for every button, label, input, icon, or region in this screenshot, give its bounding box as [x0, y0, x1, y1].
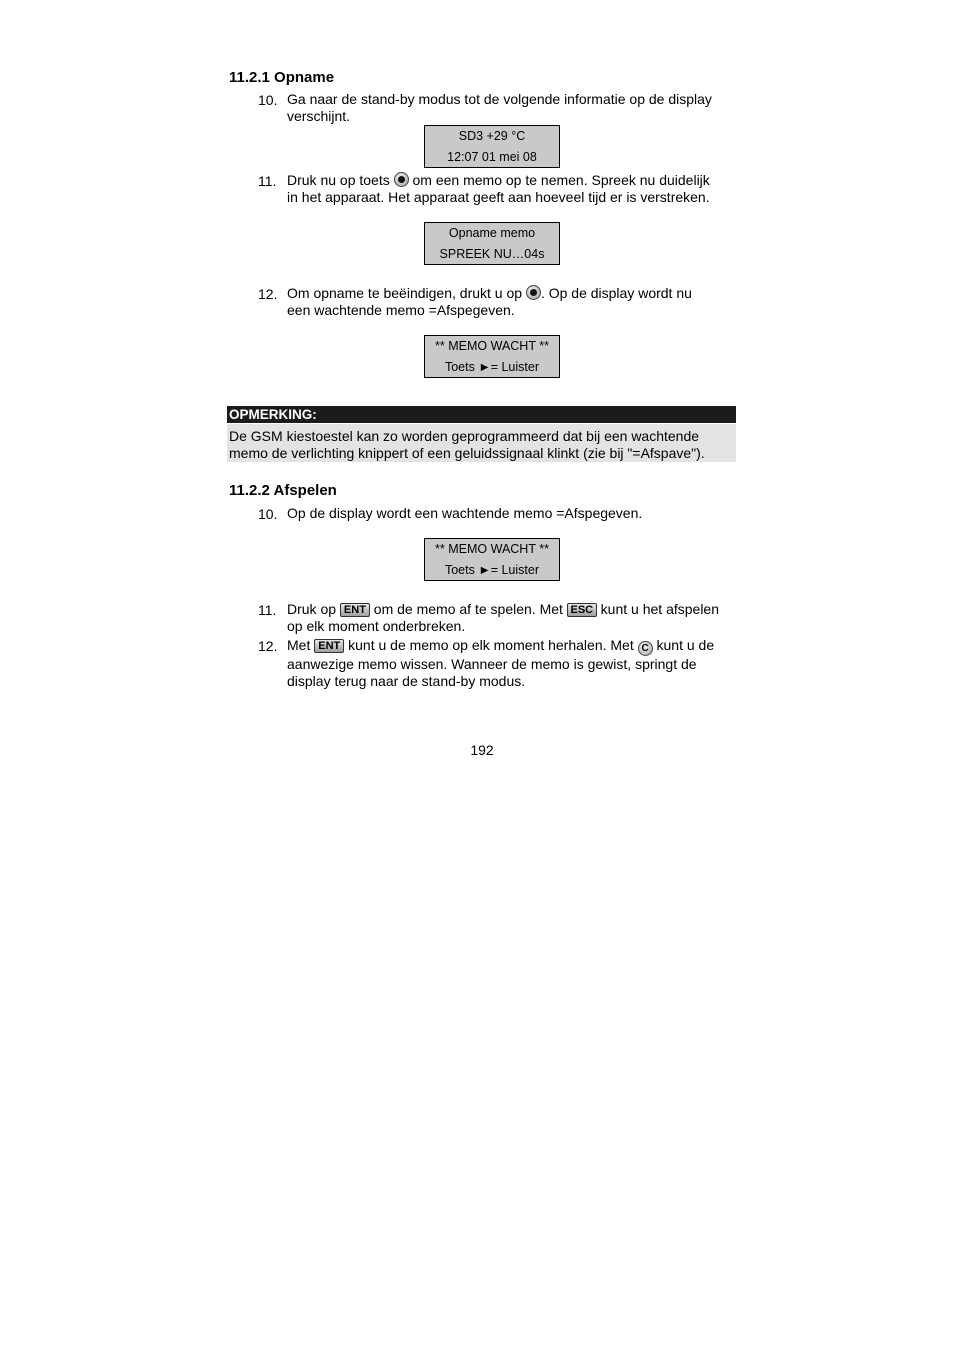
note-title: OPMERKING:	[227, 406, 736, 423]
section-heading-afspelen: 11.2.2 Afspelen	[229, 482, 337, 499]
esc-key-icon: ESC	[567, 603, 597, 617]
lcd-display-standby: SD3 +29 °C 12:07 01 mei 08	[424, 125, 560, 168]
list-number: 10.	[258, 506, 278, 522]
list-item-text: Druk op ENT om de memo af te spelen. Met ESC kunt u het afspelen op elk moment onderbreken.	[287, 601, 719, 634]
list-number: 12.	[258, 286, 278, 302]
c-key-icon: C	[638, 641, 653, 656]
page-number: 192	[470, 742, 494, 758]
lcd-display-memo-waiting: ** MEMO WACHT ** Toets ►= Luister	[424, 538, 560, 581]
list-number: 12.	[258, 638, 278, 654]
note-body: De GSM kiestoestel kan zo worden geprogrammeerd dat bij een wachtende memo de verlichting knippert of een geluidssignaal klinkt (zie bij "=Afspave").	[227, 424, 736, 462]
ent-key-icon: ENT	[314, 639, 344, 653]
lcd-display-recording: Opname memo SPREEK NU…04s	[424, 222, 560, 265]
ent-key-icon: ENT	[340, 603, 370, 617]
record-button-icon	[394, 172, 409, 187]
list-item-text: Op de display wordt een wachtende memo =Afspegeven.	[287, 505, 643, 521]
list-item-text: Ga naar de stand-by modus tot de volgende informatie op de display verschijnt.	[287, 91, 712, 124]
list-number: 10.	[258, 92, 278, 108]
list-item-text: Met ENT kunt u de memo op elk moment herhalen. Met C kunt u de aanwezige memo wissen. Wanneer de memo is gewist, springt de display terug naar de stand-by modus.	[287, 637, 715, 689]
section-heading-opname: 11.2.1 Opname	[229, 69, 335, 86]
list-item-text: Druk nu op toets om een memo op te nemen. Spreek nu duidelijk in het apparaat. Het apparaat geeft aan hoeveel tijd er is verstreken.	[287, 172, 710, 205]
lcd-display-memo-waiting: ** MEMO WACHT ** Toets ►= Luister	[424, 335, 560, 378]
list-number: 11.	[258, 602, 277, 618]
list-item-text: Om opname te beëindigen, drukt u op . Op de display wordt nu een wachtende memo =Afspegeven.	[287, 285, 692, 318]
list-number: 11.	[258, 173, 277, 189]
record-button-icon	[526, 285, 541, 300]
